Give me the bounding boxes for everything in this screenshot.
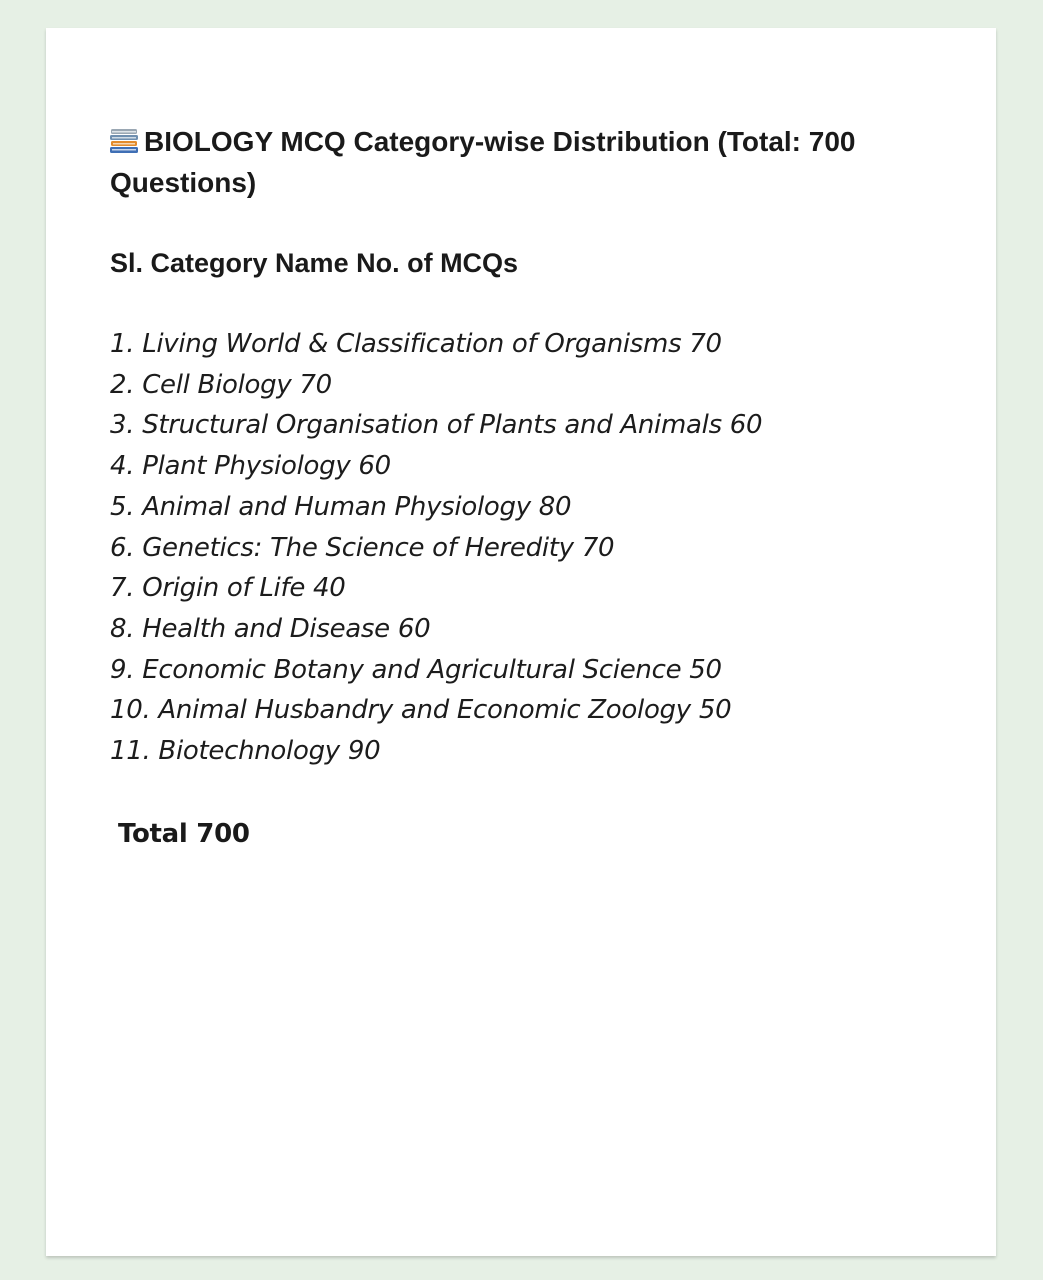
item-name: Plant Physiology <box>142 451 351 482</box>
list-item <box>110 324 762 365</box>
item-number: 11. <box>110 736 151 767</box>
list-item <box>110 568 762 609</box>
item-name: Economic Botany and Agricultural Science <box>142 654 682 685</box>
item-count: 50 <box>689 654 722 685</box>
item-count: 50 <box>698 695 732 726</box>
item-count: 70 <box>299 369 332 400</box>
list-item <box>110 405 762 446</box>
item-count: 70 <box>689 329 722 359</box>
list-item <box>110 487 762 528</box>
item-number: 2. <box>110 369 135 400</box>
item-count: 60 <box>729 410 763 441</box>
item-number: 10. <box>110 695 151 726</box>
item-count: 70 <box>581 532 615 563</box>
item-name: Animal Husbandry and Economic Zoology <box>158 695 691 726</box>
table-header: Sl. Category Name No. of MCQs <box>110 248 519 278</box>
list-item <box>110 650 762 691</box>
item-number: 6. <box>110 532 135 563</box>
item-name: Biotechnology <box>158 736 340 767</box>
list-item <box>110 731 762 772</box>
list-item <box>110 609 762 650</box>
item-number: 3. <box>110 410 135 441</box>
item-count: 60 <box>358 451 391 482</box>
item-name: Origin of Life <box>142 573 306 604</box>
category-list <box>110 324 762 772</box>
item-count: 80 <box>538 491 572 522</box>
page-title <box>110 121 930 203</box>
item-name: Structural Organisation of Plants and Animals <box>142 410 722 441</box>
item-name: Genetics: The Science of Heredity <box>142 532 574 563</box>
item-number: 5. <box>110 491 135 522</box>
title-text: BIOLOGY MCQ Category-wise Distribution (Total: 700 Questions) <box>110 126 856 198</box>
books-icon <box>110 124 138 150</box>
list-item <box>110 446 762 487</box>
item-number: 7. <box>110 573 135 604</box>
item-name: Health and Disease <box>142 613 390 644</box>
total-line: Total 700 <box>118 819 250 849</box>
item-name: Cell Biology <box>142 369 292 400</box>
item-number: 8. <box>110 613 135 644</box>
document-page <box>46 28 996 1256</box>
list-item <box>110 528 762 569</box>
list-item <box>110 690 762 731</box>
item-number: 9. <box>110 654 135 685</box>
list-item <box>110 365 762 406</box>
item-count: 40 <box>313 573 346 604</box>
item-number: 1. <box>110 329 135 359</box>
item-count: 90 <box>347 736 381 767</box>
item-name: Animal and Human Physiology <box>142 491 531 522</box>
item-number: 4. <box>110 451 135 482</box>
item-count: 60 <box>397 613 431 644</box>
item-name: Living World & Classification of Organisms <box>142 329 682 359</box>
